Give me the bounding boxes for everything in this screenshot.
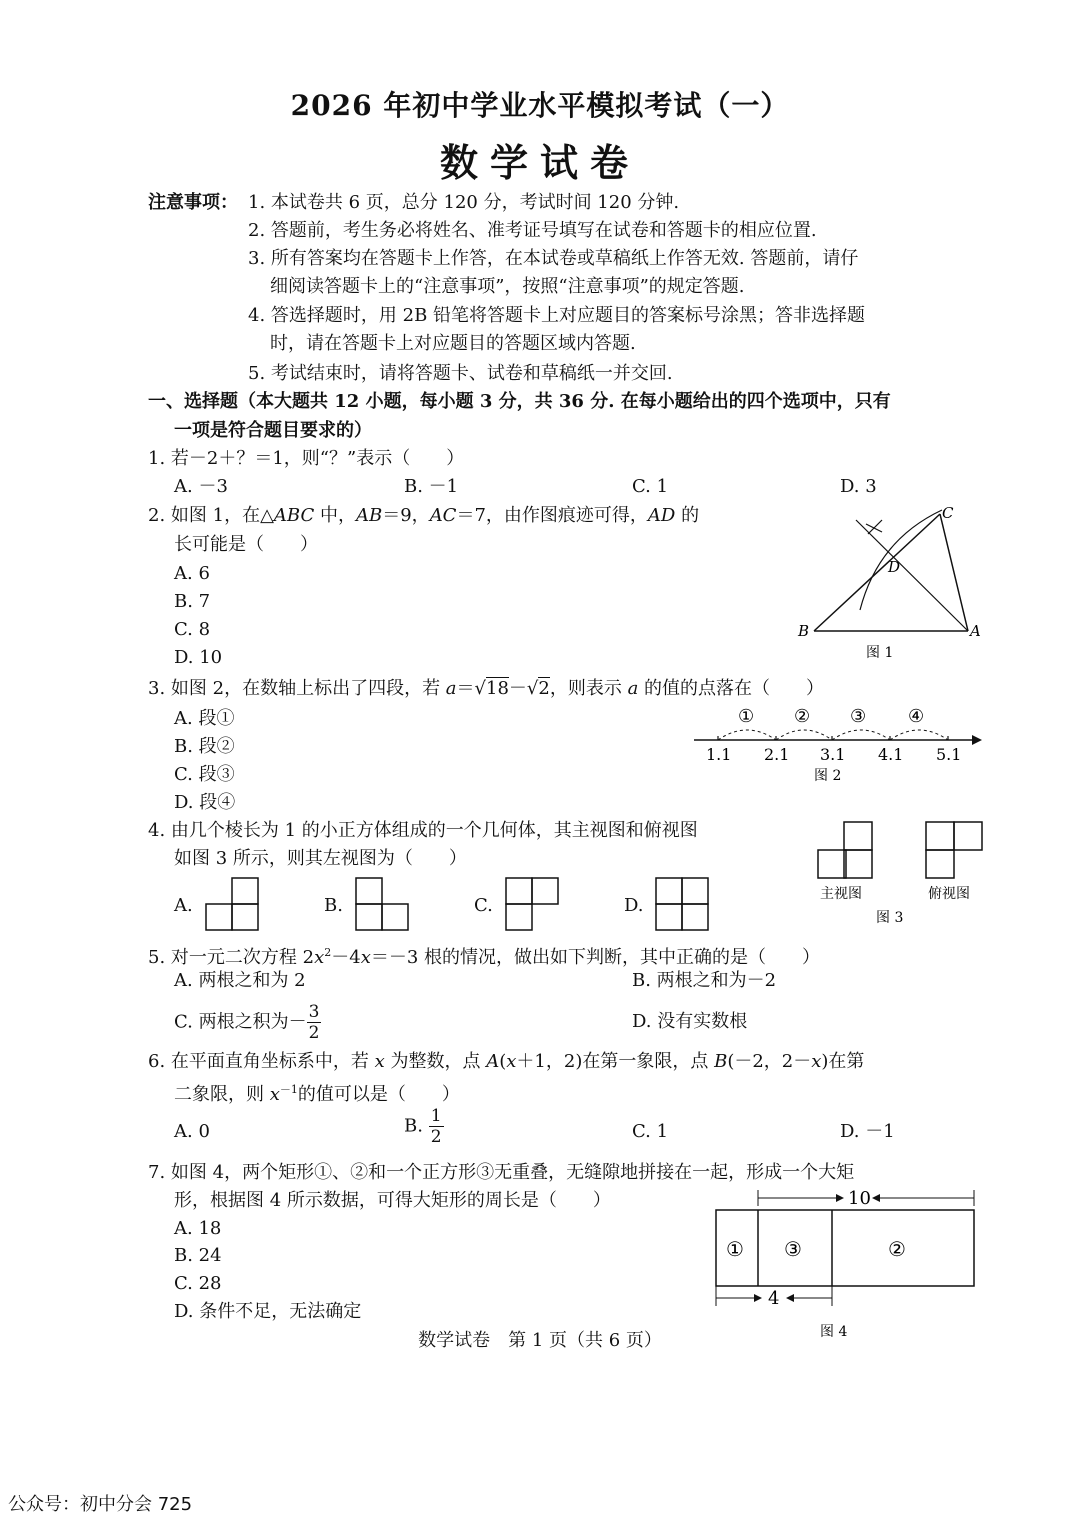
tick-label: 2.1 [764,745,790,764]
q3-option-a: A. 段① [174,708,235,729]
tick-label: 1.1 [706,745,732,764]
q3-option-d: D. 段④ [174,792,236,813]
q4-option-d-figure [656,878,710,932]
vertex-c: C [942,504,954,522]
top-view-label: 俯视图 [928,886,970,902]
q6-option-c: C. 1 [632,1121,669,1142]
q2-option-c: C. 8 [174,619,211,640]
q3-option-c: C. 段③ [174,764,235,785]
q2-option-b: B. 7 [174,591,211,612]
notice-item: 时，请在答题卡上对应题目的答题区域内答题. [270,333,636,354]
length-4-label: 4 [768,1288,780,1309]
q3-option-b: B. 段② [174,736,235,757]
q5-option-a: A. 两根之和为 2 [174,970,306,991]
segment-4: ④ [908,706,925,727]
section-heading: 一、选择题（本大题共 12 小题，每小题 3 分，共 36 分. 在每小题给出的四个选项中，只有 [148,391,891,412]
q7-option-a: A. 18 [174,1218,222,1239]
q7-option-c: C. 28 [174,1273,222,1294]
q4-stem: 4. 由几个棱长为 1 的小正方体组成的一个几何体，其主视图和俯视图 [148,820,698,841]
figure-1-caption: 图 1 [866,645,894,661]
tick-label: 5.1 [936,745,962,764]
section-heading-cont: 一项是符合题目要求的） [174,420,372,441]
notice-item: 3. 所有答案均在答题卡上作答，在本试卷或草稿纸上作答无效. 答题前，请仔 [248,248,859,269]
q2-stem: 2. 如图 1，在△ABC 中，AB＝9，AC＝7，由作图痕迹可得，AD 的 [148,505,700,526]
q4-option-c-figure [506,878,560,932]
q7-option-d: D. 条件不足，无法确定 [174,1301,362,1322]
vertex-b: B [798,622,810,640]
fraction: $\frac{1}{2}$ [430,1106,442,1147]
rect-1-label: ① [726,1237,744,1261]
rect-2-label: ② [888,1237,906,1261]
tick-label: 3.1 [820,745,846,764]
segment-1: ① [738,706,755,727]
q7-stem-cont: 形，根据图 4 所示数据，可得大矩形的周长是（ ） [174,1190,611,1211]
front-view-label: 主视图 [820,886,862,902]
page-footer: 数学试卷 第 1 页（共 6 页） [418,1330,662,1351]
q4-option-d: D. [624,895,644,916]
exam-title: 2026 年初中学业水平模拟考试（一） [290,89,790,122]
q2-option-d: D. 10 [174,647,223,668]
segment-2: ② [794,706,811,727]
figure-1-triangle [790,500,990,670]
q1-option-b: B. －1 [404,476,459,497]
q3-stem: 3. 如图 2，在数轴上标出了四段，若 a＝√18－√2，则表示 a 的值的点落在（ ） [148,678,825,699]
sqrt-sign-icon: √ [474,678,487,699]
q7-stem: 7. 如图 4，两个矩形①、②和一个正方形③无重叠，无缝隙地拼接在一起，形成一个大矩 [148,1162,855,1183]
figure-4-caption: 图 4 [820,1324,848,1340]
length-10-label: 10 [848,1188,871,1209]
q5-option-c: C. 两根之积为－ $\frac{3}{2}$ [174,1002,320,1043]
figure-3-views [816,820,996,928]
q6-option-a: A. 0 [174,1121,210,1142]
q1-option-c: C. 1 [632,476,669,497]
segment-3: ③ [850,706,867,727]
q1-option-d: D. 3 [840,476,877,497]
figure-2-number-line [690,700,990,790]
q7-option-b: B. 24 [174,1245,222,1266]
q2-stem-cont: 长可能是（ ） [174,534,318,555]
q2-option-a: A. 6 [174,563,210,584]
tick-label: 4.1 [878,745,904,764]
sqrt-sign-icon: √ [526,678,539,699]
notice-label: 注意事项： [148,192,238,213]
q5-stem: 5. 对一元二次方程 $2x^2-4x=-3$ 根的情况，做出如下判断，其中正确的是（ ） [148,946,821,968]
notice-item: 1. 本试卷共 6 页，总分 120 分，考试时间 120 分钟. [248,192,680,213]
q4-stem-cont: 如图 3 所示，则其左视图为（ ） [174,848,467,869]
notice-item: 5. 考试结束时，请将答题卡、试卷和草稿纸一并交回. [248,363,673,384]
q4-option-b: B. [324,895,343,916]
paper-title: 数学试卷 [439,140,640,185]
q6-option-b: B. $\frac{1}{2}$ [404,1106,442,1147]
q4-option-a-figure [206,878,260,932]
notice-item: 4. 答选择题时，用 2B 铅笔将答题卡上对应题目的答案标号涂黑；答非选择题 [248,305,866,326]
q1-option-a: A. －3 [174,476,228,497]
figure-4-rectangles [712,1186,982,1346]
q5-option-d: D. 没有实数根 [632,1011,748,1032]
point-d: D [888,558,901,576]
q4-option-b-figure [356,878,410,932]
watermark-text: 公众号：初中分会 725 [8,1494,193,1515]
q5-option-b: B. 两根之和为－2 [632,970,777,991]
vertex-a: A [970,622,981,640]
square-3-label: ③ [784,1237,802,1261]
fraction: $\frac{3}{2}$ [308,1002,320,1043]
q6-option-d: D. －1 [840,1121,895,1142]
q6-stem: 6. 在平面直角坐标系中，若 x 为整数，点 A(x＋1，2)在第一象限，点 B(－2，2－x)在第 [148,1051,865,1072]
q4-option-a: A. [174,895,193,916]
figure-2-caption: 图 2 [814,768,842,784]
q1-stem: 1. 若－2＋？＝1，则“？”表示（ ） [148,448,465,469]
q6-stem-cont: 二象限，则 $x^{-1}$的值可以是（ ） [174,1083,460,1105]
figure-3-caption: 图 3 [876,910,904,926]
q4-option-c: C. [474,895,493,916]
notice-item: 细阅读答题卡上的“注意事项”，按照“注意事项”的规定答题. [270,276,745,297]
notice-item: 2. 答题前，考生务必将姓名、准考证号填写在试卷和答题卡的相应位置. [248,220,817,241]
